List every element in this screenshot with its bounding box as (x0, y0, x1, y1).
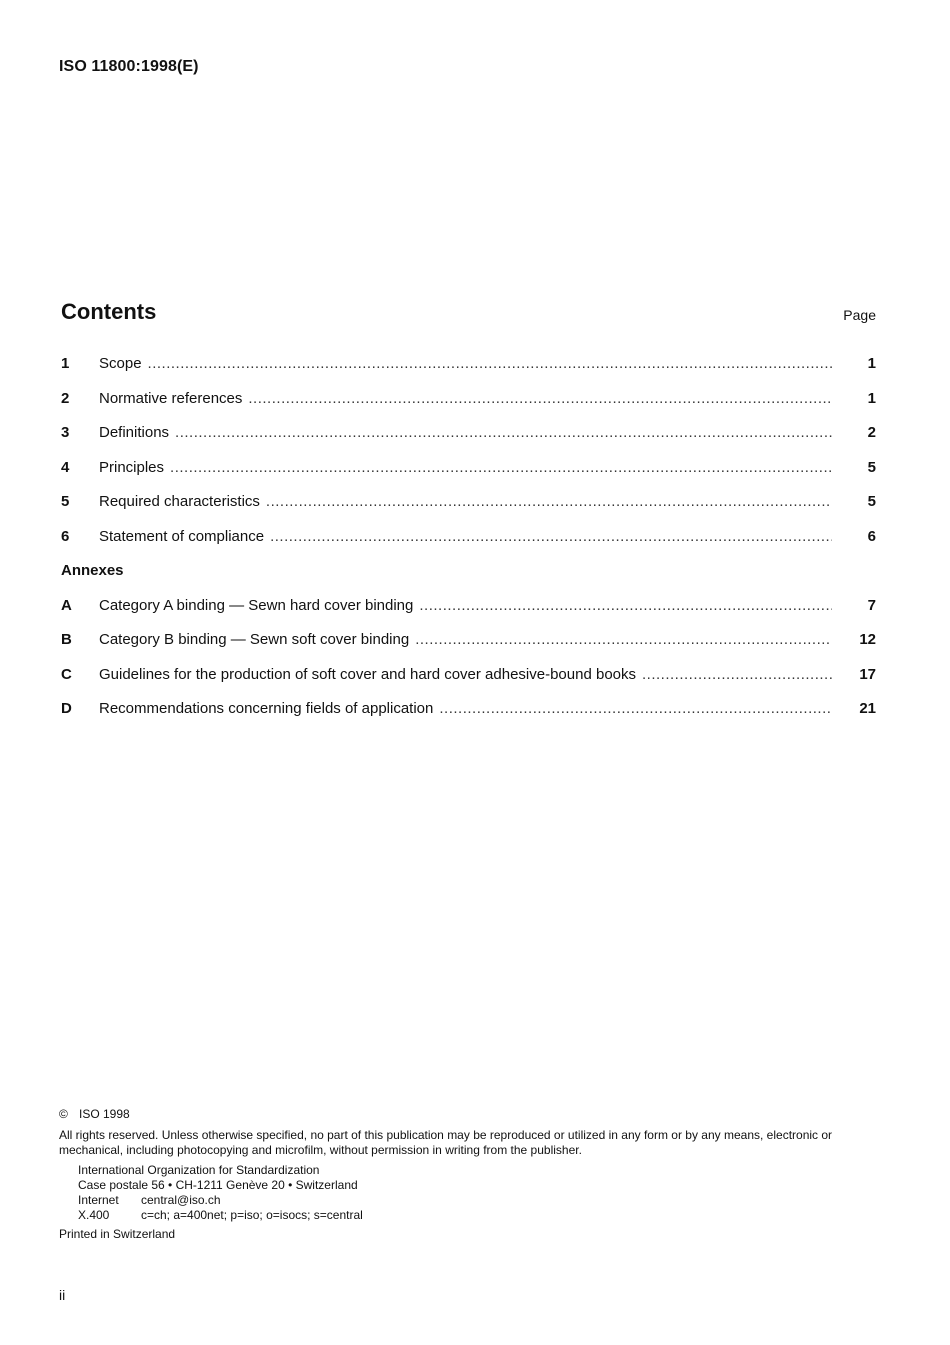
toc-entry-page: 5 (867, 458, 876, 476)
toc-leader-dots (419, 597, 832, 614)
toc-entry-scope[interactable] (61, 355, 876, 390)
toc-entry-page: 12 (859, 631, 876, 648)
toc-leader-dots (266, 493, 832, 510)
printed-location: Printed in Switzerland (59, 1227, 176, 1241)
toc-entry-number: A (61, 596, 72, 614)
toc-entry-page: 2 (867, 424, 876, 441)
toc-leader-dots (148, 355, 832, 372)
toc-entry-number: D (61, 700, 72, 717)
copyright-line (59, 1107, 879, 1122)
toc-annex-b[interactable] (61, 631, 876, 666)
toc-entry-title: Category B binding — Sewn soft cover binding (99, 631, 410, 648)
toc-entry-title: Category A binding — Sewn hard cover binding (99, 596, 414, 614)
organization-name: International Organization for Standardization (78, 1163, 320, 1177)
toc-entry-number: 3 (61, 424, 70, 441)
toc-entry-number: 1 (61, 355, 70, 372)
copyright-icon: © (59, 1107, 68, 1121)
toc-entry-page: 6 (867, 527, 876, 545)
page-column-label: Page (843, 307, 876, 323)
toc-leader-dots (439, 700, 832, 717)
table-of-contents (61, 355, 876, 735)
toc-entry-definitions[interactable] (61, 424, 876, 459)
toc-entry-title: Statement of compliance (99, 527, 265, 545)
toc-entry-page: 1 (867, 355, 876, 372)
toc-entry-title: Recommendations concerning fields of application (99, 700, 434, 717)
internet-address[interactable]: central@iso.ch (141, 1193, 221, 1207)
annexes-heading: Annexes (61, 562, 124, 579)
toc-leader-dots (642, 666, 832, 683)
toc-entry-title: Definitions (99, 424, 170, 441)
toc-annex-c[interactable] (61, 666, 876, 701)
toc-annex-d[interactable] (61, 700, 876, 735)
toc-entry-statement-of-compliance[interactable] (61, 528, 876, 563)
page-number: ii (59, 1287, 66, 1303)
toc-entry-page: 5 (867, 493, 876, 510)
internet-line (78, 1193, 879, 1208)
toc-entry-normative-references[interactable] (61, 390, 876, 425)
document-id: ISO 11800:1998(E) (59, 58, 199, 75)
toc-entry-title: Normative references (99, 389, 243, 407)
toc-entry-principles[interactable] (61, 459, 876, 494)
toc-entry-page: 17 (859, 665, 876, 683)
toc-entry-number: 6 (61, 527, 70, 545)
toc-entry-number: 2 (61, 389, 70, 407)
toc-entry-page: 21 (859, 700, 876, 717)
toc-entry-title: Guidelines for the production of soft cover and hard cover adhesive-bound books (99, 665, 636, 683)
toc-leader-dots (248, 390, 832, 407)
toc-entry-number: C (61, 665, 72, 683)
toc-leader-dots (415, 631, 832, 648)
toc-entry-page: 7 (867, 596, 876, 614)
x400-address: c=ch; a=400net; p=iso; o=isocs; s=central (141, 1208, 363, 1222)
publisher-address (59, 1163, 879, 1223)
toc-annex-a[interactable] (61, 597, 876, 632)
copyright-text: ISO 1998 (79, 1107, 130, 1121)
toc-entry-number: B (61, 631, 72, 648)
toc-entry-title: Scope (99, 355, 142, 372)
x400-line (78, 1208, 879, 1223)
toc-entry-title: Principles (99, 458, 165, 476)
toc-entry-required-characteristics[interactable] (61, 493, 876, 528)
copyright-footer (59, 1107, 879, 1242)
toc-leader-dots (270, 528, 832, 545)
internet-label: Internet (78, 1193, 119, 1207)
contents-heading: Contents (61, 299, 157, 324)
postal-address: Case postale 56 • CH-1211 Genève 20 • Switzerland (78, 1178, 358, 1192)
toc-entry-number: 5 (61, 493, 70, 510)
x400-label: X.400 (78, 1208, 110, 1222)
toc-leader-dots (175, 424, 832, 441)
toc-leader-dots (170, 459, 832, 476)
toc-entry-title: Required characteristics (99, 493, 260, 510)
toc-entry-number: 4 (61, 458, 70, 476)
toc-entry-page: 1 (867, 389, 876, 407)
rights-statement: All rights reserved. Unless otherwise specified, no part of this publication may be reproduced or utilized in any form or by any means, electronic or mechanical, including photocopying and microfilm, without permission in writing from the publisher. (59, 1128, 833, 1157)
